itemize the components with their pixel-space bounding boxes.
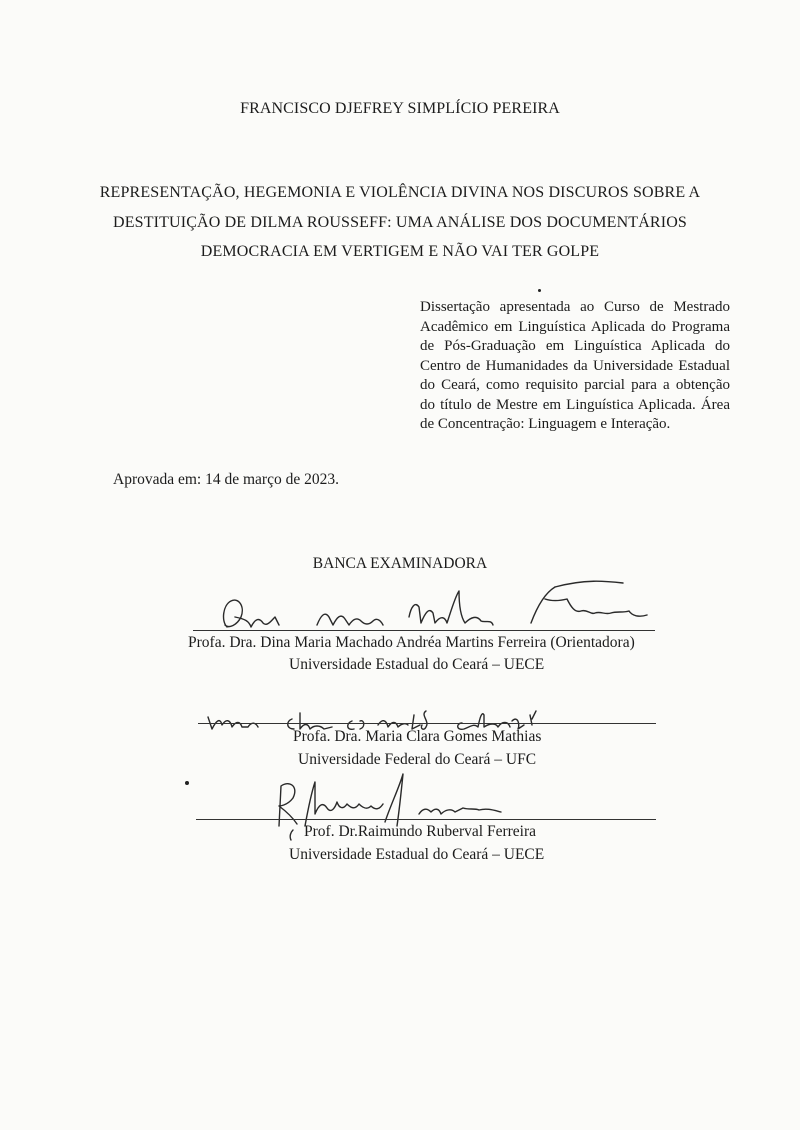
examiner-3-institution: Universidade Estadual do Ceará – UECE <box>289 846 545 863</box>
signature-line-3 <box>196 819 656 820</box>
title-line-1: REPRESENTAÇÃO, HEGEMONIA E VIOLÊNCIA DIVINA NOS DISCUROS SOBRE A <box>99 184 701 201</box>
signature-line-1 <box>193 630 655 631</box>
examiner-1-name: Profa. Dra. Dina Maria Machado Andréa Martins Ferreira (Orientadora) <box>188 634 635 651</box>
examiner-2-name: Profa. Dra. Maria Clara Gomes Mathias <box>293 728 542 745</box>
examiner-1-institution: Universidade Estadual do Ceará – UECE <box>289 656 545 673</box>
banca-title: BANCA EXAMINADORA <box>312 555 488 572</box>
examiner-3-name: Prof. Dr.Raimundo Ruberval Ferreira <box>304 823 537 840</box>
author-name: FRANCISCO DJEFREY SIMPLÍCIO PEREIRA <box>240 100 560 117</box>
approval-date: Aprovada em: 14 de março de 2023. <box>113 471 339 488</box>
ink-speck <box>538 289 541 292</box>
title-line-2: DESTITUIÇÃO DE DILMA ROUSSEFF: UMA ANÁLISE DOS DOCUMENTÁRIOS <box>113 214 687 231</box>
examiner-2-institution: Universidade Federal do Ceará – UFC <box>298 751 537 768</box>
signature-line-2 <box>198 723 656 724</box>
ink-speck <box>185 781 189 785</box>
title-line-3: DEMOCRACIA EM VERTIGEM E NÃO VAI TER GOLPE <box>200 243 600 260</box>
signature-1 <box>215 577 665 635</box>
dissertation-description: Dissertação apresentada ao Curso de Mestrado Acadêmico em Linguística Aplicada do Programa de Pós-Graduação em Linguística Aplicada do Centro de Humanidades da Universidade Estadual do Ceará, como requisito parcial para a obtenção do título de Mestre em Linguística Aplicada. Área de Concentração: Linguagem e Interação. <box>420 299 730 432</box>
